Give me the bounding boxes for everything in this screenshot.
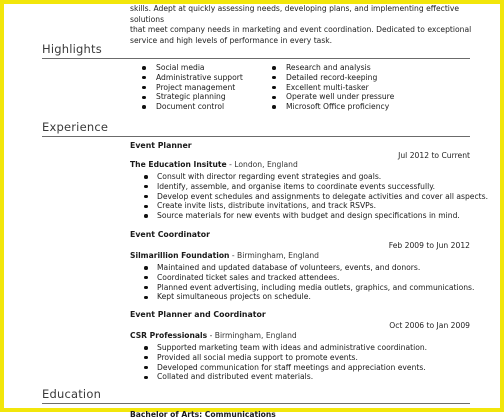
- summary-line: skills. Adept at quickly assessing needs, developing plans, and implementing effective solutions: [130, 4, 460, 24]
- duty-item: Provided all social media support to promote events.: [144, 353, 427, 363]
- summary-line: that meet company needs in marketing and event coordination. Dedicated to exceptional: [130, 25, 472, 34]
- organization-name: The Education Insitute: [130, 160, 227, 169]
- job-duties-list: [144, 263, 474, 302]
- highlight-item: Strategic planning: [142, 92, 243, 102]
- job-duties-list: [144, 172, 488, 221]
- organization-name: CSR Professionals: [130, 331, 208, 340]
- highlight-item: Social media: [142, 63, 243, 73]
- duty-item: Consult with director regarding event strategies and goals.: [144, 172, 488, 182]
- organization-location: - London, England: [226, 160, 298, 169]
- highlight-item: Project management: [142, 83, 243, 93]
- highlight-item: Detailed record-keeping: [272, 73, 394, 83]
- duty-item: Collated and distributed event materials.: [144, 372, 427, 382]
- education-heading: Education: [42, 387, 102, 401]
- highlight-item: Operate well under pressure: [272, 92, 394, 102]
- highlight-item: Excellent multi-tasker: [272, 83, 394, 93]
- duty-item: Maintained and updated database of volunteers, events, and donors.: [144, 263, 474, 273]
- duty-item: Supported marketing team with ideas and administrative coordination.: [144, 343, 427, 353]
- job-title: Event Coordinator: [130, 230, 210, 239]
- job-dates: Jul 2012 to Current: [398, 151, 470, 160]
- highlights-list-left: [142, 63, 243, 112]
- section-divider: [42, 136, 470, 137]
- job-title: Event Planner and Coordinator: [130, 310, 266, 319]
- job-organization: [130, 160, 298, 169]
- education-degree: Bachelor of Arts: Communications: [130, 410, 276, 419]
- duty-item: Develop event schedules and assignments to delegate activities and cover all aspects.: [144, 192, 488, 202]
- duty-item: Kept simultaneous projects on schedule.: [144, 292, 474, 302]
- highlights-list-right: [272, 63, 394, 112]
- duty-item: Create invite lists, distribute invitations, and track RSVPs.: [144, 201, 488, 211]
- experience-heading: Experience: [42, 120, 109, 134]
- organization-name: Silmarillion Foundation: [130, 251, 230, 260]
- duty-item: Planned event advertising, including media outlets, graphics, and communications.: [144, 283, 474, 293]
- organization-location: - Birmingham, England: [229, 251, 320, 260]
- job-title: Event Planner: [130, 141, 192, 150]
- job-duties-list: [144, 343, 427, 382]
- job-organization: [130, 331, 297, 340]
- duty-item: Identify, assemble, and organise items to coordinate events successfully.: [144, 182, 488, 192]
- section-divider: [42, 403, 470, 404]
- section-divider: [42, 58, 470, 59]
- duty-item: Source materials for new events with budget and design specifications in mind.: [144, 211, 488, 221]
- highlight-item: Administrative support: [142, 73, 243, 83]
- highlight-item: Microsoft Office proficiency: [272, 102, 394, 112]
- highlight-item: Document control: [142, 102, 243, 112]
- job-dates: Oct 2006 to Jan 2009: [389, 321, 470, 330]
- job-organization: [130, 251, 319, 260]
- summary-line: service and high levels of performance in every task.: [130, 35, 333, 45]
- duty-item: Coordinated ticket sales and tracked attendees.: [144, 273, 474, 283]
- organization-location: - Birmingham, England: [207, 331, 297, 340]
- summary-paragraph: [130, 4, 480, 46]
- highlight-item: Research and analysis: [272, 63, 394, 73]
- job-dates: Feb 2009 to Jun 2012: [388, 241, 470, 250]
- duty-item: Developed communication for staff meetings and appreciation events.: [144, 363, 427, 373]
- highlights-heading: Highlights: [42, 42, 102, 56]
